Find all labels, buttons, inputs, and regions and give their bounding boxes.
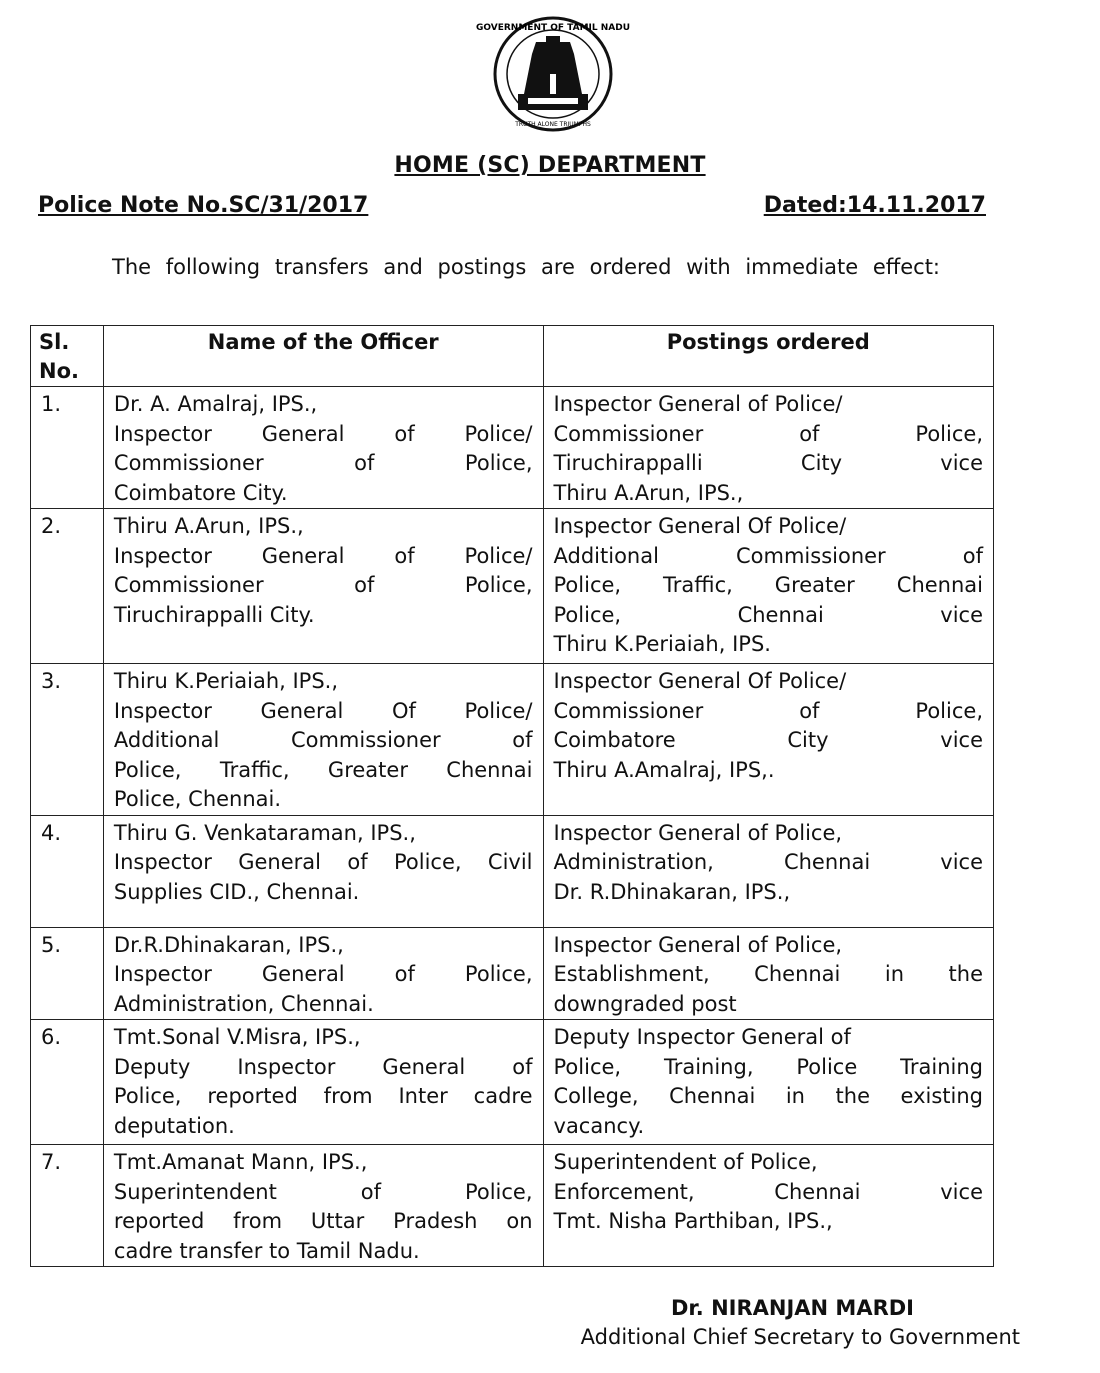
- officer-line: Deputy Inspector General of: [113, 1054, 533, 1079]
- posting-line: Inspector General Of Police/: [553, 669, 847, 693]
- header-postings: Postings ordered: [543, 326, 993, 387]
- intro-paragraph: The following transfers and postings are ordered with immediate effect:: [112, 255, 941, 279]
- posting-line: Thiru K.Periaiah, IPS.: [553, 632, 771, 656]
- table-row: [31, 1020, 994, 1145]
- officer-line: Inspector General of Police/: [113, 543, 533, 568]
- row-sl-no: 6.: [31, 1020, 104, 1145]
- posting-cell: [543, 927, 993, 1020]
- officer-line: Superintendent of Police,: [113, 1179, 533, 1204]
- officer-line: Dr.R.Dhinakaran, IPS.,: [113, 932, 344, 957]
- department-title: HOME (SC) DEPARTMENT: [394, 153, 706, 178]
- officer-line: Thiru K.Periaiah, IPS.,: [113, 669, 339, 693]
- posting-line: Administration, Chennai vice: [553, 850, 983, 874]
- posting-cell: [543, 1020, 993, 1145]
- table-row: [31, 815, 994, 927]
- officer-line: Additional Commissioner of: [113, 728, 533, 752]
- note-date: Dated:14.11.2017: [763, 193, 986, 218]
- officer-line: Inspector General of Police, Civil: [113, 850, 533, 874]
- posting-line: Inspector General of Police,: [553, 932, 843, 957]
- table-row: [31, 927, 994, 1020]
- officer-line: Dr. A. Amalraj, IPS.,: [113, 392, 318, 416]
- officer-line: Administration, Chennai.: [113, 991, 374, 1016]
- officer-line: Coimbatore City.: [113, 480, 288, 505]
- signatory-title: Additional Chief Secretary to Government: [580, 1325, 1020, 1349]
- officer-line: Tmt.Amanat Mann, IPS.,: [113, 1150, 368, 1174]
- posting-line: Coimbatore City vice: [553, 728, 983, 752]
- posting-cell: [543, 815, 993, 927]
- posting-cell: [543, 387, 993, 509]
- posting-line: Commissioner of Police,: [553, 698, 983, 723]
- posting-line: Thiru A.Arun, IPS.,: [553, 480, 744, 505]
- row-sl-no: 2.: [31, 509, 104, 664]
- officer-line: Police, Chennai.: [113, 787, 282, 811]
- officer-line: Tiruchirappalli City.: [113, 602, 315, 627]
- tamil-nadu-emblem: [475, 14, 631, 134]
- officer-name-cell: [103, 815, 543, 927]
- posting-line: Inspector General Of Police/: [553, 514, 847, 538]
- officer-line: Police, reported from Inter cadre: [113, 1084, 533, 1108]
- officer-line: Supplies CID., Chennai.: [113, 879, 360, 904]
- posting-line: Deputy Inspector General of: [553, 1025, 851, 1049]
- table-row: [31, 1145, 994, 1267]
- police-note-number: Police Note No.SC/31/2017: [38, 193, 369, 218]
- officer-line: Police, Traffic, Greater Chennai: [113, 757, 533, 782]
- emblem-text-top: GOVERNMENT OF TAMIL NADU: [475, 23, 631, 33]
- officer-name-cell: [103, 387, 543, 509]
- posting-line: Additional Commissioner of: [553, 543, 983, 568]
- posting-line: Superintendent of Police,: [553, 1150, 818, 1174]
- header-sl-no: Sl. No.: [31, 326, 104, 387]
- posting-line: Tmt. Nisha Parthiban, IPS.,: [553, 1209, 833, 1233]
- officer-name-cell: [103, 664, 543, 816]
- posting-cell: [543, 509, 993, 664]
- officer-line: Inspector General of Police,: [113, 962, 533, 986]
- officer-line: deputation.: [113, 1113, 235, 1138]
- temple-gopuram-icon: [475, 14, 631, 134]
- officer-name-cell: [103, 1145, 543, 1267]
- posting-line: Inspector General of Police,: [553, 820, 843, 845]
- officer-line: Commissioner of Police,: [113, 451, 533, 475]
- postings-table: [30, 325, 994, 1267]
- posting-line: Dr. R.Dhinakaran, IPS.,: [553, 879, 791, 904]
- officer-name-cell: [103, 509, 543, 664]
- posting-cell: [543, 1145, 993, 1267]
- posting-line: Establishment, Chennai in the: [553, 962, 983, 986]
- table-row: [31, 664, 994, 816]
- posting-line: College, Chennai in the existing: [553, 1084, 983, 1108]
- officer-line: Thiru G. Venkataraman, IPS.,: [113, 820, 416, 845]
- officer-line: Inspector General Of Police/: [113, 698, 533, 723]
- officer-line: Commissioner of Police,: [113, 573, 533, 597]
- posting-line: Tiruchirappalli City vice: [553, 451, 983, 475]
- posting-line: Police, Chennai vice: [553, 602, 983, 627]
- row-sl-no: 1.: [31, 387, 104, 509]
- officer-name-cell: [103, 927, 543, 1020]
- row-sl-no: 4.: [31, 815, 104, 927]
- officer-line: Tmt.Sonal V.Misra, IPS.,: [113, 1025, 361, 1049]
- posting-line: Police, Training, Police Training: [553, 1054, 983, 1079]
- header-officer-name: Name of the Officer: [103, 326, 543, 387]
- signatory-name: Dr. NIRANJAN MARDI: [671, 1296, 914, 1320]
- posting-cell: [543, 664, 993, 816]
- officer-name-cell: [103, 1020, 543, 1145]
- posting-line: downgraded post: [553, 991, 737, 1016]
- row-sl-no: 5.: [31, 927, 104, 1020]
- emblem-text-bottom: TRUTH ALONE TRIUMPHS: [515, 121, 591, 128]
- officer-line: reported from Uttar Pradesh on: [113, 1209, 533, 1233]
- table-row: [31, 509, 994, 664]
- posting-line: Thiru A.Amalraj, IPS,.: [553, 757, 775, 782]
- officer-line: cadre transfer to Tamil Nadu.: [113, 1238, 420, 1263]
- posting-line: Commissioner of Police,: [553, 421, 983, 446]
- row-sl-no: 7.: [31, 1145, 104, 1267]
- posting-line: Inspector General of Police/: [553, 392, 843, 416]
- table-header-row: [31, 326, 994, 387]
- posting-line: Police, Traffic, Greater Chennai: [553, 573, 983, 597]
- posting-line: Enforcement, Chennai vice: [553, 1179, 983, 1204]
- row-sl-no: 3.: [31, 664, 104, 816]
- table-row: [31, 387, 994, 509]
- officer-line: Inspector General of Police/: [113, 421, 533, 446]
- posting-line: vacancy.: [553, 1113, 645, 1138]
- officer-line: Thiru A.Arun, IPS.,: [113, 514, 304, 538]
